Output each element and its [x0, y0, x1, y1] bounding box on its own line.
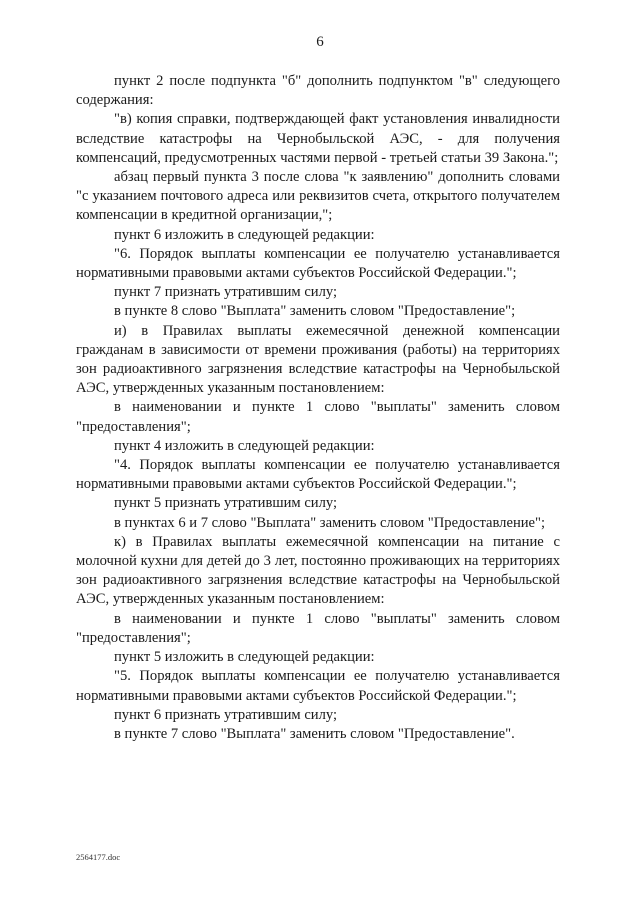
paragraph: "в) копия справки, подтверждающей факт установления инвалидности вследствие катастрофы на Чернобыльской АЭС, - для получения компенсаций, предусмотренных частями первой - третьей статьи 39 Закона.";: [76, 111, 560, 166]
paragraph: "6. Порядок выплаты компенсации ее получателю устанавливается нормативными правовыми актами субъектов Российской Федерации.";: [76, 245, 560, 282]
paragraph: пункт 2 после подпункта "б" дополнить подпунктом "в" следующего содержания:: [76, 73, 560, 109]
paragraph: "5. Порядок выплаты компенсации ее получателю устанавливается нормативными правовыми актами субъектов Российской Федерации.";: [76, 668, 560, 704]
paragraph: абзац первый пункта 3 после слова "к заявлению" дополнить словами "с указанием почтового адреса или реквизитов счета, открытого получателем компенсации в кредитной организации,";: [76, 169, 560, 224]
paragraph: к) в Правилах выплаты ежемесячной компенсации на питание с молочной кухни для детей до 3 лет, постоянно проживающих на территориях зон радиоактивного загрязнения вследствие катастрофы на Чернобыльской АЭС, утвержденных указанным постановлением:: [76, 533, 560, 608]
paragraph: в пунктах 6 и 7 слово "Выплата" заменить словом "Предоставление";: [114, 514, 546, 531]
paragraph: в наименовании и пункте 1 слово "выплаты" заменить словом "предоставления";: [76, 399, 560, 435]
page-number: 6: [316, 34, 324, 50]
paragraph: в пункте 8 слово "Выплата" заменить словом "Предоставление";: [114, 303, 516, 320]
paragraph: и) в Правилах выплаты ежемесячной денежной компенсации гражданам в зависимости от времени проживания (работы) на территориях зон радиоактивного загрязнения вследствие катастрофы на Чернобыльской АЭС, утвержденных указанным постановлением:: [76, 322, 560, 397]
document-body: [76, 72, 560, 744]
paragraph: пункт 6 изложить в следующей редакции:: [114, 226, 375, 243]
paragraph: пункт 5 признать утратившим силу;: [114, 495, 338, 512]
paragraph: пункт 5 изложить в следующей редакции:: [114, 649, 375, 666]
paragraph: пункт 6 признать утратившим силу;: [114, 706, 338, 723]
paragraph: в наименовании и пункте 1 слово "выплаты" заменить словом "предоставления";: [76, 610, 560, 646]
paragraph: пункт 4 изложить в следующей редакции:: [114, 437, 375, 454]
footer-file-name: 2564177.doc: [76, 852, 121, 862]
paragraph: в пункте 7 слово "Выплата" заменить словом "Предоставление".: [114, 725, 515, 742]
paragraph: пункт 7 признать утратившим силу;: [114, 284, 338, 301]
paragraph: "4. Порядок выплаты компенсации ее получателю устанавливается нормативными правовыми актами субъектов Российской Федерации.";: [76, 457, 560, 493]
